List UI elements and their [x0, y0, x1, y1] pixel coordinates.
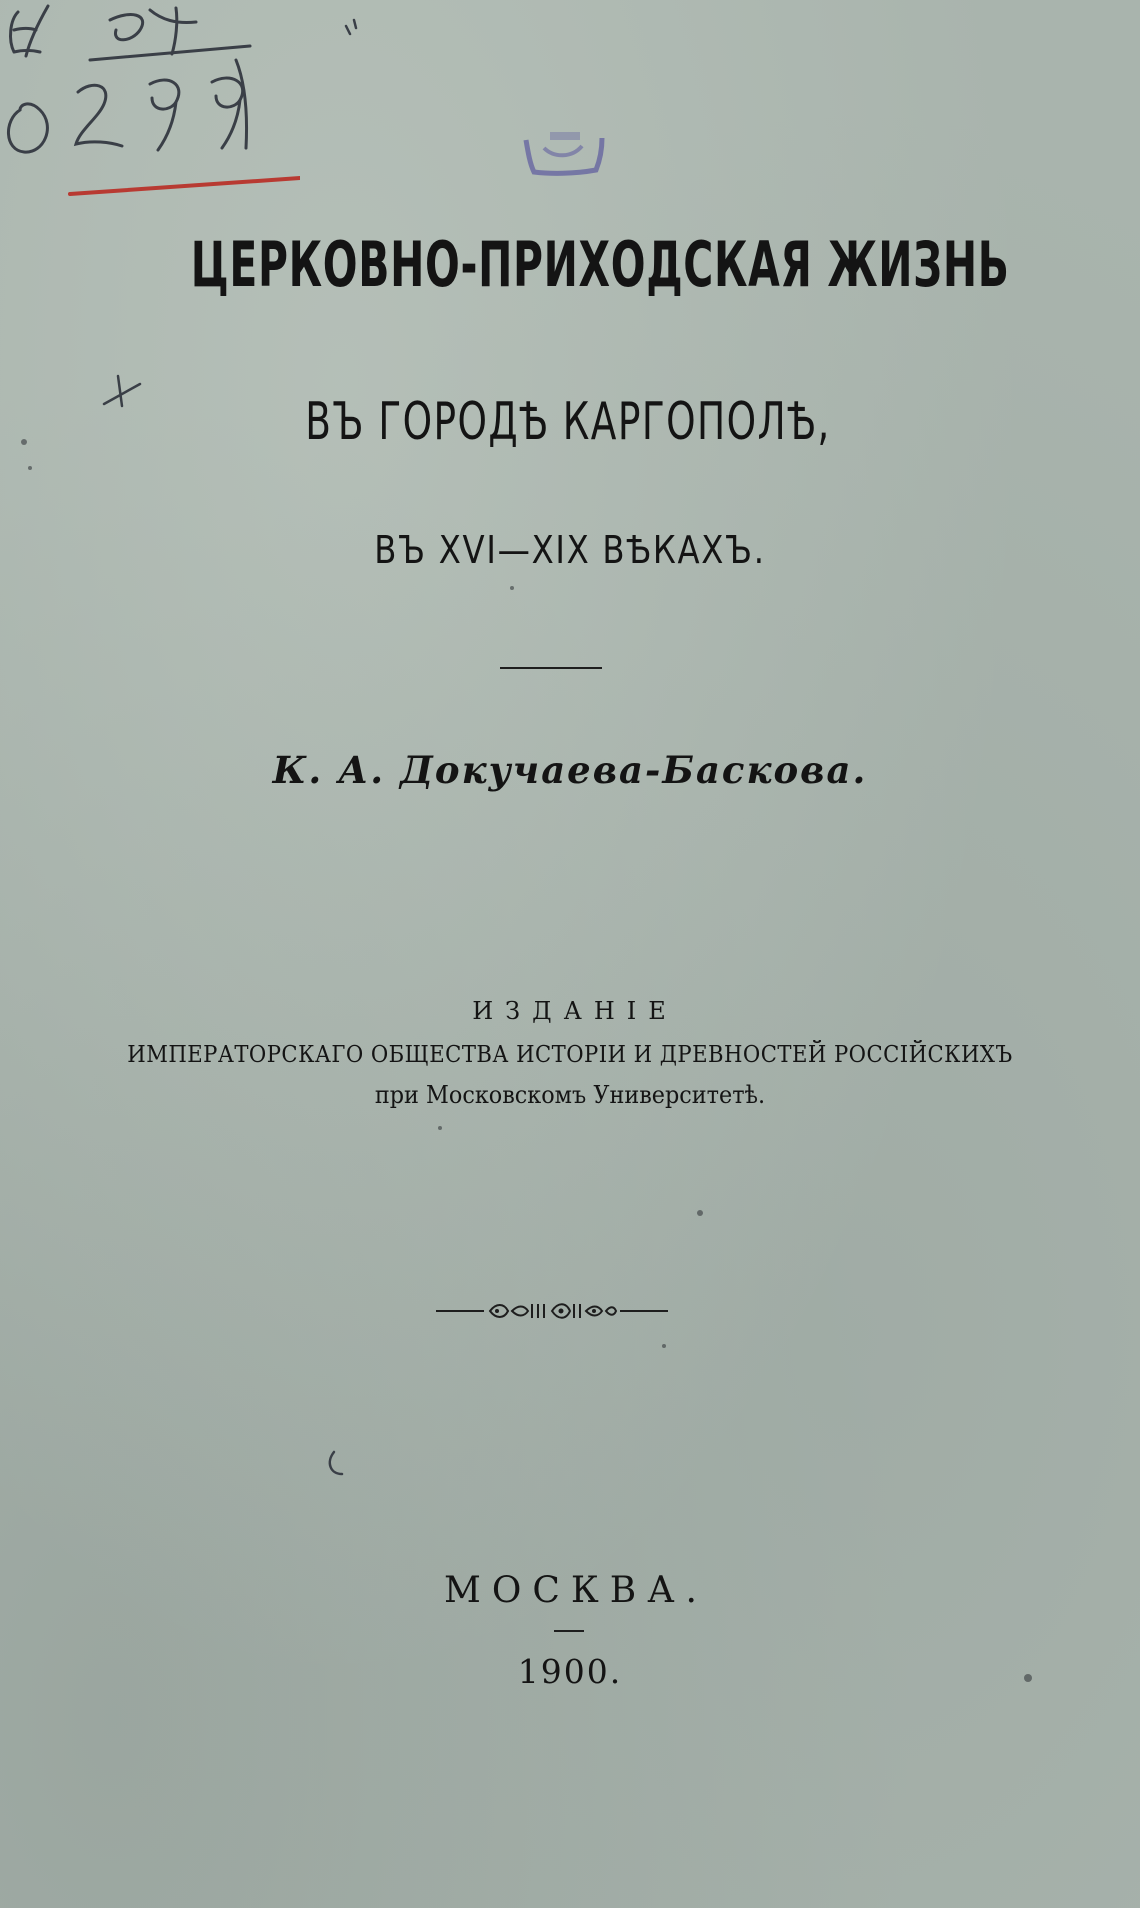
author-name: К. А. Докучаева-Баскова.: [272, 748, 868, 792]
book-subtitle: ВЪ ГОРОДѢ КАРГОПОЛѢ,: [305, 392, 831, 452]
publisher-society: ИМПЕРАТОРСКАГО ОБЩЕСТВА ИСТОРІИ И ДРЕВНОСТЕЙ РОССІЙСКИХЪ: [127, 1042, 1013, 1068]
book-title: ЦЕРКОВНО-ПРИХОДСКАЯ ЖИЗНЬ: [190, 228, 1010, 301]
centuries-line: ВЪ XVI—XIX ВѢКАХЪ.: [374, 528, 766, 572]
divider-rule: [500, 667, 602, 669]
publication-label: ИЗДАНІЕ: [472, 997, 678, 1025]
publisher-university: при Московскомъ Университетѣ.: [374, 1081, 766, 1109]
ornamental-divider-icon: [434, 1298, 670, 1324]
publication-city: МОСКВА.: [444, 1570, 708, 1611]
library-stamp-icon: [520, 130, 610, 176]
handwritten-shelfmark: [0, 0, 300, 200]
city-year-rule: [554, 1630, 584, 1632]
publication-year: 1900.: [517, 1652, 623, 1691]
